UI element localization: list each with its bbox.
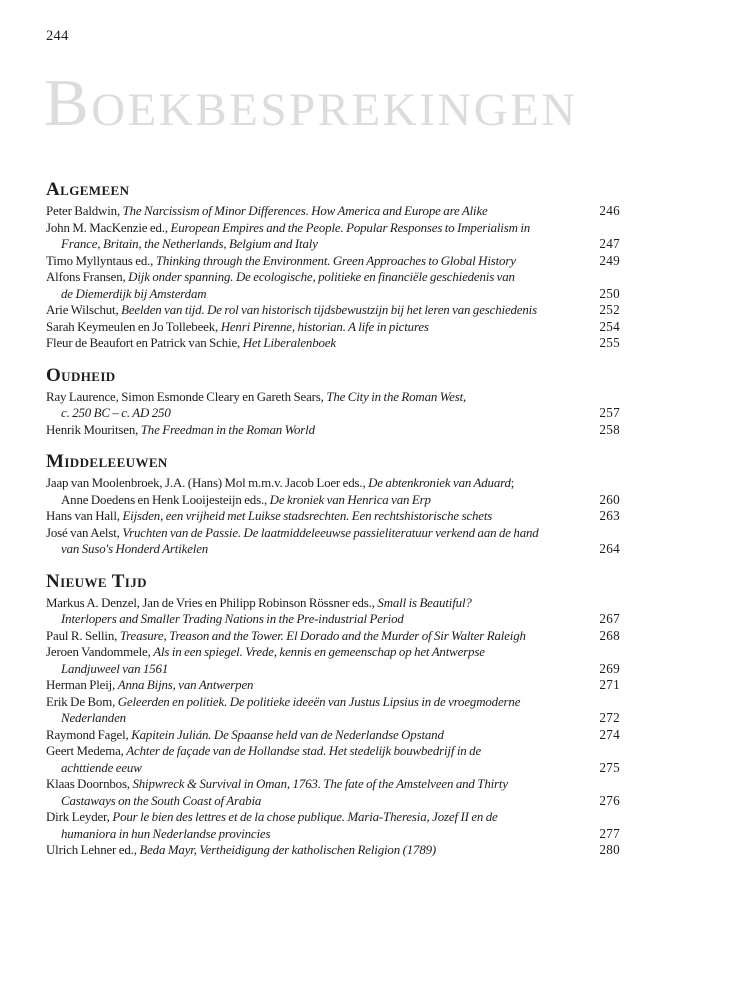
toc-entry-line <box>46 319 620 336</box>
entry-page-number: 264 <box>599 541 620 556</box>
author-names: José van Aelst, <box>46 525 123 540</box>
toc-entry-line <box>46 203 620 220</box>
toc-entry-line <box>46 335 620 352</box>
book-title: Als in een spiegel. Vrede, kennis en gemeenschap op het Antwerpse <box>153 645 485 659</box>
entry-text <box>46 220 530 237</box>
entry-text <box>46 492 431 509</box>
toc-entry-line <box>46 475 620 492</box>
toc-entry-line <box>46 743 620 760</box>
author-names: Alfons Fransen, <box>46 270 129 284</box>
author-names: Arie Wilschut, <box>46 303 122 317</box>
book-title: Kapitein Julián. De Spaanse held van de Nederlandse Opstand <box>131 727 444 742</box>
entry-text <box>46 422 315 439</box>
toc-entry <box>46 694 620 727</box>
section-title: Oudheid <box>46 364 116 386</box>
toc <box>46 180 620 859</box>
book-title: Pour le bien des lettres et de la chose publique. Maria-Theresia, Jozef II en de <box>112 810 498 824</box>
toc-section-1 <box>46 366 620 439</box>
page-title: Boekbesprekingen <box>44 66 578 140</box>
entry-page-number: 269 <box>599 660 620 676</box>
toc-entry-line <box>46 809 620 826</box>
author-names: Jaap van Moolenbroek, J.A. (Hans) Mol m.m.v. Jacob Loer eds., <box>46 476 369 490</box>
page-folio-number: 244 <box>46 28 69 44</box>
toc-entry-line <box>46 302 620 319</box>
entry-page-number: 249 <box>599 252 620 268</box>
entry-text <box>46 269 515 286</box>
toc-entry-line <box>46 525 620 542</box>
book-title: Landjuweel van 1561 <box>61 661 169 676</box>
author-names: Jeroen Vandommele, <box>46 645 154 659</box>
toc-entry <box>46 475 620 508</box>
entry-text <box>46 508 492 525</box>
toc-entry-line <box>46 220 620 237</box>
toc-entry <box>46 809 620 842</box>
author-names: Geert Medema, <box>46 744 127 758</box>
toc-entry <box>46 203 620 220</box>
toc-entry-line <box>46 236 620 253</box>
book-title: Geleerden en politiek. De politieke ideeën van Justus Lipsius in de vroegmoderne <box>117 694 521 709</box>
entry-text <box>46 661 168 678</box>
entry-page-number: 247 <box>599 236 620 251</box>
book-title: c. 250 BC – c. AD 250 <box>61 406 171 420</box>
entry-text <box>46 628 526 645</box>
author-names: Klaas Doornbos, <box>46 777 133 791</box>
book-title: Dijk onder spanning. De ecologische, politieke en financiële geschiedenis van <box>128 270 515 284</box>
entry-page-number: 275 <box>599 759 620 775</box>
toc-entry-line <box>46 793 620 810</box>
entry-page-number: 271 <box>599 677 620 692</box>
entry-text <box>46 809 498 826</box>
toc-entry-line <box>46 389 620 406</box>
author-names: Sarah Keymeulen en Jo Tollebeek, <box>46 319 221 334</box>
entry-page-number: 263 <box>599 508 620 523</box>
toc-entry-line <box>46 253 620 270</box>
author-names: Hans van Hall, <box>46 509 123 523</box>
book-title: Achter de façade van de Hollandse stad. Het stedelijk bouwbedrijf in de <box>126 744 482 758</box>
author-names: Anne Doedens en Henk Looijesteijn eds., <box>61 492 270 507</box>
author-names: Fleur de Beaufort en Patrick van Schie, <box>46 336 243 350</box>
section-title: Algemeen <box>46 179 130 200</box>
author-names: Erik De Bom, <box>46 694 118 709</box>
toc-entry-line <box>46 269 620 286</box>
entry-text <box>46 541 208 558</box>
book-title: Treasure, Treason and the Tower. El Dorado and the Murder of Sir Walter Raleigh <box>119 628 526 643</box>
book-title: de Diemerdijk bij Amsterdam <box>61 286 207 301</box>
toc-entry-line <box>46 776 620 793</box>
book-title: Henri Pirenne, historian. A life in pictures <box>220 319 429 334</box>
toc-entry <box>46 628 620 645</box>
book-title: achttiende eeuw <box>61 760 142 775</box>
book-title: De abtenkroniek van Aduard <box>368 476 511 490</box>
entry-text <box>46 475 514 492</box>
toc-section-0 <box>46 180 620 352</box>
toc-entry <box>46 319 620 336</box>
toc-entry <box>46 269 620 302</box>
toc-entry <box>46 842 620 859</box>
author-names: ; <box>510 476 515 490</box>
book-title: The Narcissism of Minor Differences. How America and Europe are Alike <box>122 204 488 218</box>
author-names: Ulrich Lehner ed., <box>46 843 140 857</box>
toc-entry <box>46 595 620 628</box>
author-names: Peter Baldwin, <box>46 204 123 218</box>
entry-text <box>46 611 404 628</box>
entry-text <box>46 842 436 859</box>
toc-entry-line <box>46 661 620 678</box>
toc-entry-line <box>46 508 620 525</box>
book-title: De kroniek van Henrica van Erp <box>269 492 431 507</box>
author-names: Timo Myllyntaus ed., <box>46 253 156 268</box>
entry-text <box>46 286 206 303</box>
toc-entry-line <box>46 541 620 558</box>
toc-entry <box>46 743 620 776</box>
book-title: France, Britain, the Netherlands, Belgium and Italy <box>61 237 318 251</box>
toc-entry <box>46 253 620 270</box>
entry-text <box>46 710 126 727</box>
entry-text <box>46 319 429 336</box>
entry-page-number: 267 <box>599 611 620 626</box>
book-title: Shipwreck & Survival in Oman, 1763. The fate of the Amstelveen and Thirty <box>132 777 508 791</box>
toc-entry <box>46 302 620 319</box>
entry-text <box>46 203 488 220</box>
toc-entry <box>46 525 620 558</box>
entry-text <box>46 826 270 843</box>
author-names: Raymond Fagel, <box>46 727 132 742</box>
entry-text <box>46 727 444 744</box>
toc-entry-line <box>46 842 620 859</box>
entry-text <box>46 694 520 711</box>
entry-page-number: 250 <box>599 285 620 301</box>
toc-entry-line <box>46 826 620 843</box>
entry-text <box>46 760 142 777</box>
author-names: Dirk Leyder, <box>46 810 113 824</box>
book-title: Het Liberalenboek <box>242 336 336 350</box>
author-names: Henrik Mouritsen, <box>46 422 141 437</box>
entry-page-number: 276 <box>599 792 620 808</box>
entry-text <box>46 389 466 406</box>
entry-page-number: 252 <box>599 302 620 317</box>
toc-entry-line <box>46 644 620 661</box>
entry-text <box>46 743 481 760</box>
entry-text <box>46 335 336 352</box>
entry-text <box>46 595 472 612</box>
book-title: Castaways on the South Coast of Arabia <box>61 793 262 808</box>
author-names: Markus A. Denzel, Jan de Vries en Philipp Robinson Rössner eds., <box>46 595 378 610</box>
toc-entry-line <box>46 760 620 777</box>
book-title: Small is Beautiful? <box>377 595 472 610</box>
toc-entry-line <box>46 595 620 612</box>
entry-page-number: 260 <box>599 491 620 507</box>
entry-page-number: 257 <box>599 405 620 420</box>
book-title: Interlopers and Smaller Trading Nations in the Pre-industrial Period <box>61 612 404 626</box>
entry-page-number: 254 <box>599 318 620 334</box>
entry-text <box>46 302 537 319</box>
toc-entry-line <box>46 286 620 303</box>
entry-page-number: 277 <box>599 825 620 841</box>
book-title: Nederlanden <box>61 711 126 725</box>
toc-entry <box>46 776 620 809</box>
toc-entry-line <box>46 405 620 422</box>
author-names: Ray Laurence, Simon Esmonde Cleary en Gareth Sears, <box>46 389 327 404</box>
entry-text <box>46 677 253 694</box>
toc-section-2 <box>46 452 620 558</box>
book-title: Thinking through the Environment. Green Approaches to Global History <box>155 253 516 268</box>
entry-page-number: 274 <box>599 726 620 742</box>
book-title: European Empires and the People. Popular Responses to Imperialism in <box>170 220 531 235</box>
toc-entry <box>46 389 620 422</box>
entry-text <box>46 236 318 253</box>
book-title: Beelden van tijd. De rol van historisch tijdsbewustzijn bij het leren van geschiedenis <box>121 303 537 317</box>
book-title: Beda Mayr, Vertheidigung der katholischen Religion (1789) <box>139 843 437 857</box>
book-title: The Freedman in the Roman World <box>140 422 315 437</box>
toc-entry-line <box>46 710 620 727</box>
toc-entry <box>46 220 620 253</box>
author-names: Paul R. Sellin, <box>46 628 120 643</box>
toc-entry-line <box>46 694 620 711</box>
entry-page-number: 246 <box>599 203 620 218</box>
entry-page-number: 268 <box>599 627 620 643</box>
entry-page-number: 280 <box>599 842 620 857</box>
book-title: The City in the Roman West, <box>326 389 467 404</box>
entry-page-number: 255 <box>599 335 620 350</box>
book-title: Vruchten van de Passie. De laatmiddeleeuwse passieliteratuur verkend aan de hand <box>122 525 539 540</box>
section-title: Nieuwe Tijd <box>46 570 147 592</box>
entry-page-number: 258 <box>599 421 620 437</box>
toc-entry-line <box>46 422 620 439</box>
toc-entry <box>46 677 620 694</box>
entry-text <box>46 644 485 661</box>
toc-entry <box>46 727 620 744</box>
toc-entry-line <box>46 611 620 628</box>
toc-entry-line <box>46 677 620 694</box>
toc-entry <box>46 422 620 439</box>
entry-text <box>46 776 508 793</box>
toc-entry <box>46 508 620 525</box>
author-names: Herman Pleij, <box>46 678 118 692</box>
toc-entry-line <box>46 492 620 509</box>
toc-entry <box>46 335 620 352</box>
entry-text <box>46 525 539 542</box>
section-title: Middeleeuwen <box>46 451 168 472</box>
entry-page-number: 272 <box>599 710 620 725</box>
book-title: van Suso's Honderd Artikelen <box>61 542 209 556</box>
book-title: Eijsden, een vrijheid met Luikse stadsrechten. Een rechtshistorische schets <box>122 509 493 523</box>
toc-section-3 <box>46 572 620 859</box>
entry-text <box>46 253 516 270</box>
book-title: humaniora in hun Nederlandse provincies <box>61 826 271 841</box>
toc-entry-line <box>46 628 620 645</box>
entry-text <box>46 793 261 810</box>
book-title: Anna Bijns, van Antwerpen <box>117 678 254 692</box>
toc-entry-line <box>46 727 620 744</box>
entry-text <box>46 405 171 422</box>
author-names: John M. MacKenzie ed., <box>46 220 171 235</box>
toc-entry <box>46 644 620 677</box>
